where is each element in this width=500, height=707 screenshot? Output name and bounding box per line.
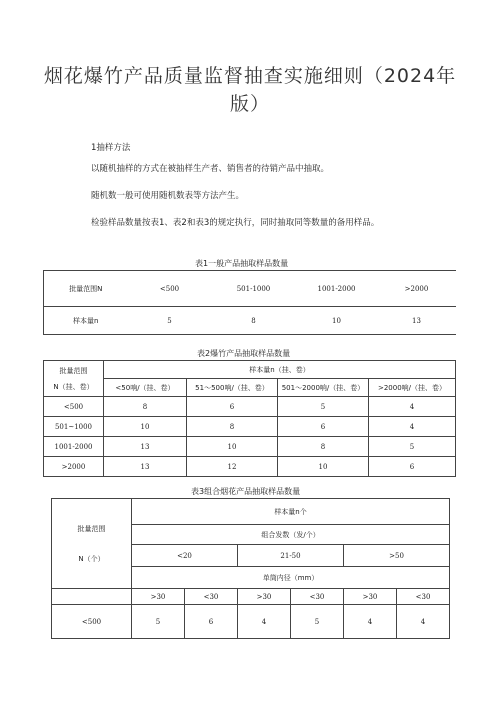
table-cell: 4 <box>369 417 456 437</box>
table-cell: 4 <box>238 605 291 639</box>
table-cell: 8 <box>212 307 296 335</box>
table-cell: 13 <box>104 437 187 457</box>
table-cell: 6 <box>369 457 456 477</box>
table1-batch-row <box>44 271 456 307</box>
table-header-cell: >30 <box>238 589 291 605</box>
table-cell: <500 <box>128 271 212 307</box>
table-row <box>52 605 450 639</box>
table-header-cell: >30 <box>132 589 185 605</box>
table-header-cell: <30 <box>397 589 450 605</box>
table-cell: >2000 <box>378 271 456 307</box>
document-title: 烟花爆竹产品质量监督抽查实施细则（2024年版） <box>43 65 457 115</box>
table3-diameter-header: 单筒内径（mm） <box>132 567 450 589</box>
table-header-cell: 51～500响/（挂、卷） <box>187 379 278 397</box>
table3 <box>51 498 450 639</box>
table-header-cell: <50响/（挂、卷） <box>104 379 187 397</box>
table-cell: 501~1000 <box>44 417 104 437</box>
table-cell: <500 <box>52 605 132 639</box>
table-header-cell: 501～2000响/（挂、卷） <box>278 379 369 397</box>
table-row <box>44 437 456 457</box>
table-cell: 13 <box>104 457 187 477</box>
table1 <box>43 270 456 335</box>
table-header-cell: 21-50 <box>238 545 344 567</box>
table-cell: 4 <box>369 397 456 417</box>
table-header-cell: <20 <box>132 545 238 567</box>
table3-corner-line1: 批量范围 <box>77 524 106 533</box>
table-cell <box>52 589 132 605</box>
table-cell: 5 <box>132 605 185 639</box>
table-header-cell: >50 <box>344 545 450 567</box>
table-header-cell: <30 <box>185 589 238 605</box>
table-header-cell: >2000响/（挂、卷） <box>369 379 456 397</box>
table-cell: 12 <box>187 457 278 477</box>
table-cell: 13 <box>378 307 456 335</box>
table1-sample-label: 样本量n <box>44 307 128 335</box>
paragraph-2: 随机数一般可使用随机数表等方法产生。 <box>91 191 245 201</box>
table-cell: 10 <box>296 307 378 335</box>
table-cell: 5 <box>128 307 212 335</box>
section-heading: 1抽样方法 <box>91 143 131 153</box>
table-cell: 1001-2000 <box>44 437 104 457</box>
table2-corner-line1: 批量范围 <box>59 366 88 375</box>
table-cell: 10 <box>278 457 369 477</box>
table-cell: 8 <box>187 417 278 437</box>
table-cell: 6 <box>278 417 369 437</box>
table3-corner <box>52 499 132 589</box>
table2-corner <box>44 361 104 397</box>
table-cell: 8 <box>104 397 187 417</box>
table-header-cell: >30 <box>344 589 397 605</box>
table-cell: 8 <box>278 437 369 457</box>
table-cell: 5 <box>369 437 456 457</box>
table-cell: 6 <box>185 605 238 639</box>
table-row <box>44 457 456 477</box>
table-cell: 1001-2000 <box>296 271 378 307</box>
table-cell: 10 <box>187 437 278 457</box>
table2-group-header: 样本量n（挂、卷） <box>104 361 456 379</box>
table1-sample-row <box>44 307 456 335</box>
table2-caption: 表2爆竹产品抽取样品数量 <box>197 349 291 358</box>
table1-caption: 表1一般产品抽取样品数量 <box>195 259 289 268</box>
table-cell: 4 <box>397 605 450 639</box>
table-cell: 4 <box>344 605 397 639</box>
table3-caption: 表3组合烟花产品抽取样品数量 <box>191 487 301 496</box>
table-row <box>44 397 456 417</box>
table1-batch-label: 批量范围N <box>44 271 128 307</box>
table-cell: >2000 <box>44 457 104 477</box>
paragraph-3: 检验样品数量按表1、表2和表3的规定执行，同时抽取同等数量的备用样品。 <box>91 218 380 228</box>
table-row <box>44 417 456 437</box>
table-cell: 10 <box>104 417 187 437</box>
table3-corner-line2: N（个） <box>78 554 105 563</box>
table-cell: 5 <box>278 397 369 417</box>
table3-group-header: 样本量n个 <box>132 499 450 525</box>
table-cell: <500 <box>44 397 104 417</box>
table-header-cell: <30 <box>291 589 344 605</box>
paragraph-1: 以随机抽样的方式在被抽样生产者、销售者的待销产品中抽取。 <box>91 164 330 174</box>
table2-corner-line2: N（挂、卷） <box>53 382 94 391</box>
table-cell: 6 <box>187 397 278 417</box>
table-cell: 5 <box>291 605 344 639</box>
table2 <box>43 360 456 477</box>
table-cell: 501-1000 <box>212 271 296 307</box>
table3-shots-header: 组合发数（发/个） <box>132 525 450 545</box>
